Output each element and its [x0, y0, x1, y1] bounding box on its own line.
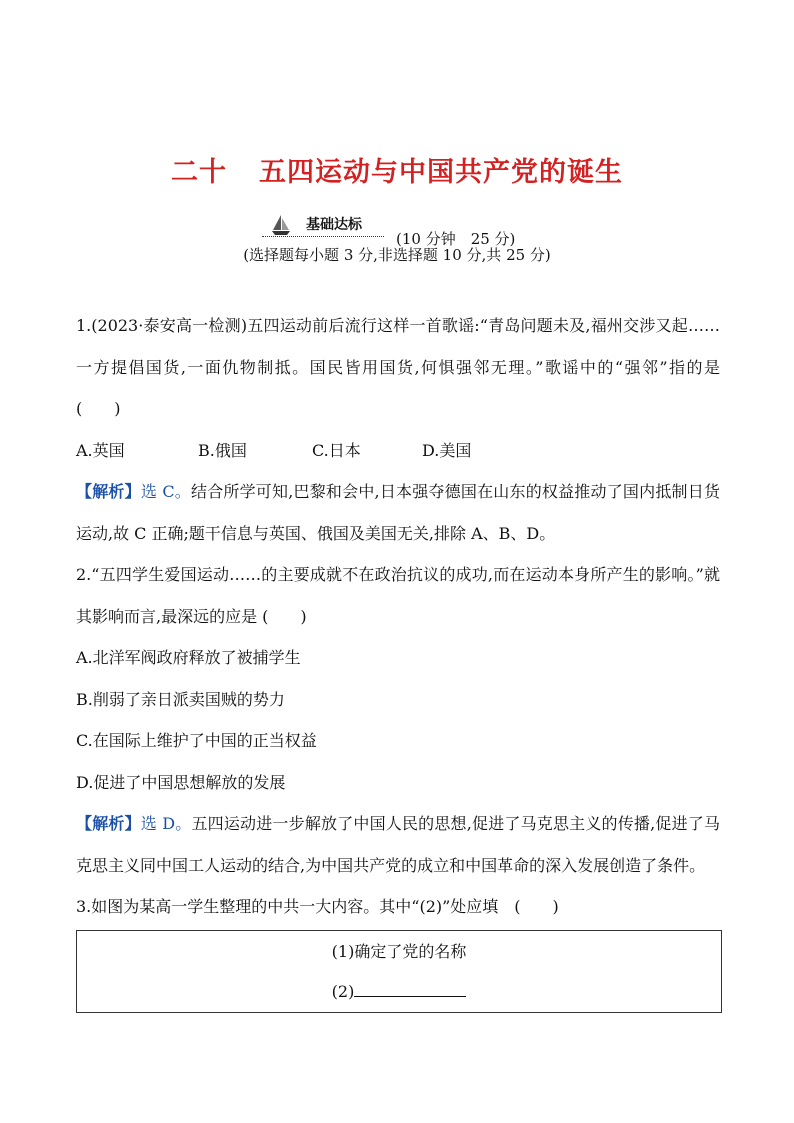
q1-options — [76, 430, 720, 472]
sailboat-icon — [270, 214, 292, 236]
q1-option-a: A.英国 — [76, 440, 125, 460]
section-time: (10 分钟 25 分) — [396, 230, 516, 248]
q1-option-b: B.俄国 — [198, 440, 247, 460]
q2-option-b: B.削弱了亲日派卖国贼的势力 — [76, 689, 285, 709]
q1-analysis-tag: 【解析】 — [76, 482, 141, 501]
q1-analysis — [76, 471, 720, 554]
dotted-divider — [262, 236, 384, 237]
q1-analysis-text: 结合所学可知,巴黎和会中,日本强夺德国在山东的权益推动了国内抵制日货运动,故 C 正确;题干信息与英国、俄国及美国无关,排除 A、B、D。 — [76, 482, 720, 543]
lesson-title: 五四运动与中国共产党的诞生 — [259, 157, 623, 188]
page-title — [0, 150, 794, 189]
q1-option-d: D.美国 — [422, 440, 472, 460]
q3-box-line2-prefix: (2) — [331, 981, 355, 1001]
q3-content-box — [76, 930, 722, 1013]
q3-box-line2 — [77, 977, 721, 1007]
q2-option-c: C.在国际上维护了中国的正当权益 — [76, 731, 317, 750]
q2-stem: 2.“五四学生爱国运动……的主要成就不在政治抗议的成功,而在运动本身所产生的影响。”就其影响而言,最深远的应是 ( ) — [76, 565, 720, 626]
answer-blank — [354, 978, 466, 997]
q2-option-a: A.北洋军阀政府释放了被捕学生 — [76, 648, 301, 667]
section-label: 基础达标 — [306, 217, 362, 233]
q2-analysis — [76, 803, 720, 886]
score-note: (选择题每小题 3 分,非选择题 10 分,共 25 分) — [243, 246, 551, 264]
q2-analysis-tag: 【解析】 — [76, 814, 141, 833]
lesson-number: 二十 — [171, 157, 227, 188]
q1-option-c: C.日本 — [312, 440, 361, 460]
q2-analysis-text: 五四运动进一步解放了中国人民的思想,促进了马克思主义的传播,促进了马克思主义同中国工人运动的结合,为中国共产党的成立和中国革命的深入发展创造了条件。 — [76, 814, 720, 875]
section-header — [262, 214, 582, 248]
q1-stem: 1.(2023·泰安高一检测)五四运动前后流行这样一首歌谣:“青岛问题未及,福州交涉又起……一方提倡国货,一面仇物制抵。国民皆用国货,何惧强邻无理。”歌谣中的“强邻”指的是 ( ) — [76, 316, 737, 418]
question-list — [76, 305, 737, 1013]
q1-answer: 选 C。 — [140, 482, 191, 501]
q3-box-line1: (1)确定了党的名称 — [331, 941, 467, 961]
q2-option-d: D.促进了中国思想解放的发展 — [76, 772, 286, 792]
q3-stem: 3.如图为某高一学生整理的中共一大内容。其中“(2)”处应填 ( ) — [76, 897, 559, 916]
q2-answer: 选 D。 — [140, 814, 192, 833]
